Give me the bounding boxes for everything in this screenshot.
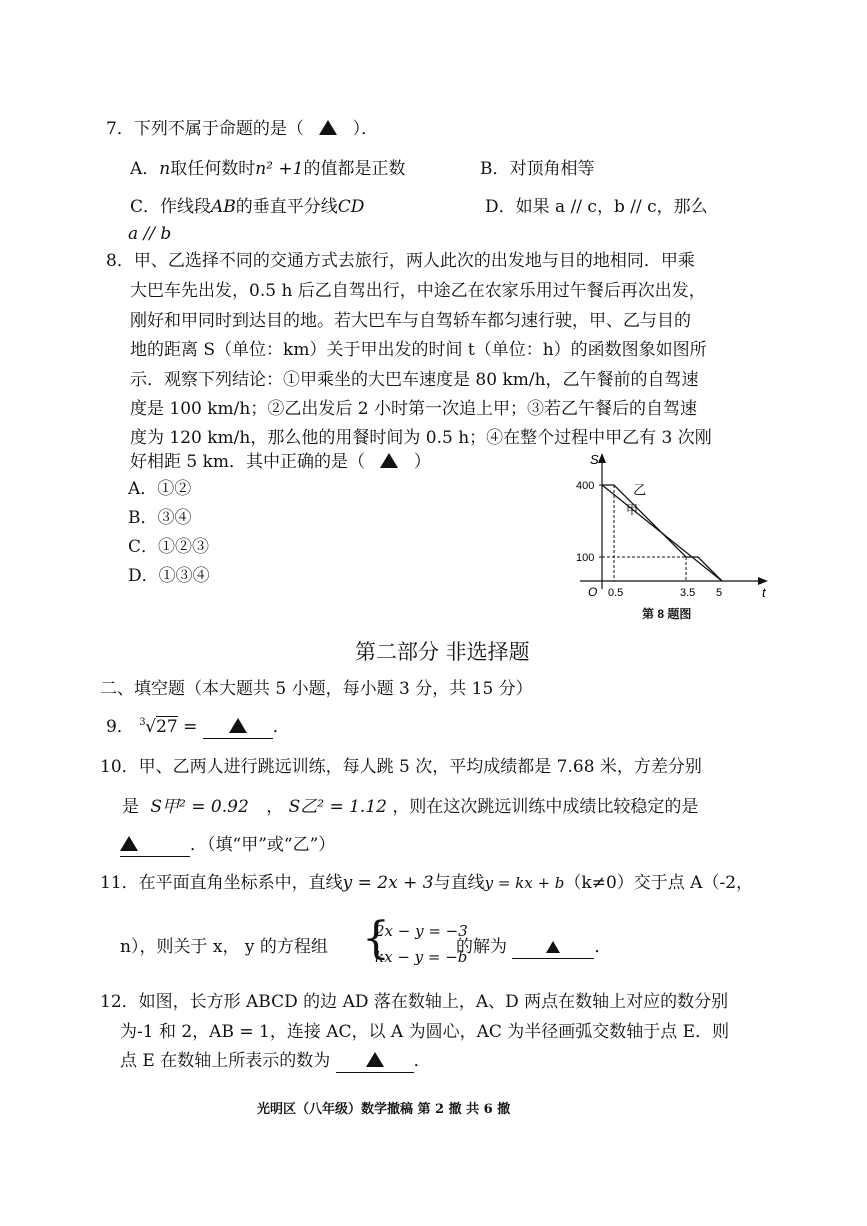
y-tick-label: 100 [576,552,595,564]
q7-option-d-cont: a // b [128,224,172,244]
q9-number: 9． [106,717,134,737]
option-text: 取任何数时 [170,159,256,179]
q7-stem-end: ）． [352,119,379,139]
q8-option-a: A．①② [128,479,192,499]
q10-text: ，则在这次跳远训练中成绩比较稳定的是 [392,797,699,817]
equals: = [177,717,198,737]
q10-text: 是 [122,797,139,817]
series-label-jia: 甲 [626,502,639,517]
q7-stem-text: 7．下列不属于命题的是（ [106,119,304,139]
system-brace: { [362,913,390,964]
q7-option-d: D．如果 a // c，b // c，那么 [485,197,708,217]
x-tick-label: 3.5 [680,587,696,599]
option-text: C．作线段 [130,197,212,217]
system-eq-2: kx − y = −b [375,948,468,966]
q7-option-b: B．对顶角相等 [480,159,595,179]
answer-triangle-icon [546,941,560,953]
q8-line-4: 地的距离 S（单位：km）关于甲出发的时间 t（单位：h）的函数图象如图所 [130,340,707,360]
q11-text: （k≠0）交于点 A（-2， [564,873,754,893]
page-footer: 光明区（八年级）数学撤稿 第 2 撤 共 6 撤 [257,1102,511,1117]
q11-line-1 [100,872,753,894]
segment-ab: AB [211,197,236,217]
section-subtitle: 二、填空题（本大题共 5 小题，每小题 3 分，共 15 分） [100,679,533,699]
x-axis-label: t [762,585,766,600]
series-label-yi: 乙 [633,482,647,498]
line-equation-2: y = kx + b [484,874,565,892]
cube-root: 3 √27 [139,716,177,738]
figure-caption: 第 8 题图 [642,607,692,621]
answer-triangle-icon [366,1052,384,1067]
q8-last-end: ） [413,452,431,472]
q10-line-1: 10．甲、乙两人进行跳远训练，每人跳 5 次，平均成绩都是 7.68 米，方差分别 [100,757,702,777]
x-axis-arrow [758,577,768,585]
q8-line-8 [130,451,431,473]
q12-line-2: 为-1 和 2，AB = 1，连接 AC，以 A 为圆心，AC 为半径画弧交数轴于点 E．则 [120,1022,730,1042]
q8-option-c: C．①②③ [128,537,210,557]
q8-line-2: 大巴车先出发，0.5 h 后乙自驾出行，中途乙在农家乐用过午餐后再次出发， [130,281,706,301]
q11-line-2-post [456,936,611,959]
q8-option-b: B．③④ [128,508,192,528]
q8-last-text: 好相距 5 km．其中正确的是（ [130,452,366,472]
y-tick-label: 400 [576,480,595,492]
q11-text: 与直线 [433,873,485,893]
q7-option-c [130,196,364,218]
q12-text: 点 E 在数轴上所表示的数为 [120,1051,331,1071]
q9-end: ． [272,717,290,737]
x-tick-label: 0.5 [608,587,624,599]
x-tick-label: 5 [716,587,723,599]
q7-option-a [130,158,405,180]
q11-line-2-pre: n），则关于 x， y 的方程组 [120,937,328,957]
q8-line-3: 刚好和甲同时到达目的地。若大巴车与自驾轿车都匀速行驶，甲、乙与目的 [130,311,691,331]
q12-end: ． [413,1051,431,1071]
q11-end: ． [594,937,612,957]
q8-line-7: 度为 120 km/h，那么他的用餐时间为 0.5 h；④在整个过程中甲乙有 3 次刚 [130,428,712,448]
variance-yi: S乙² = 1.12 [288,797,387,817]
q9 [106,716,290,739]
expression: n² +1 [255,159,304,179]
answer-blank [512,936,594,959]
q10-end: ．（填“甲”或“乙”） [190,835,336,855]
y-axis-label: S [590,452,599,467]
q10-line-3 [120,834,335,857]
variable-n: n [159,159,171,179]
answer-triangle-icon [120,836,138,851]
q11-text: 11．在平面直角坐标系中，直线 [100,873,343,893]
answer-blank [203,716,273,739]
q7-stem [106,118,378,140]
q8-option-d: D．①③④ [128,566,210,586]
option-text: 的垂直平分线 [235,197,338,217]
origin-label: O [588,585,598,599]
answer-triangle-icon [229,718,247,733]
answer-triangle-icon [380,453,398,468]
system-eq-1: 2x − y = −3 [375,922,468,940]
variance-jia: S甲² = 0.92 [150,797,249,817]
segment-cd: CD [337,197,365,217]
root-index: 3 [139,717,146,728]
radicand: 27 [156,717,178,737]
answer-triangle-icon [319,120,337,135]
q8-line-6: 度是 100 km/h；②乙出发后 2 小时第一次追上甲；③若乙午餐后的自驾速 [130,399,697,419]
q8-line-1: 8．甲、乙选择不同的交通方式去旅行，两人此次的出发地与目的地相同．甲乘 [106,251,695,271]
answer-blank [120,834,190,857]
q11-text: 的解为 [456,937,507,957]
q8-graph [560,445,790,625]
q12-line-3 [120,1050,431,1073]
option-text: 的值都是正数 [303,159,406,179]
option-label: A． [130,159,160,179]
line-equation-1: y = 2x + 3 [342,873,434,893]
q8-line-5: 示．观察下列结论：①甲乘坐的大巴车速度是 80 km/h，乙午餐前的自驾速 [130,370,699,390]
section-title: 第二部分 非选择题 [355,640,530,664]
q10-line-2: 是 S甲² = 0.92 ， S乙² = 1.12 ，则在这次跳远训练中成绩比较稳定的是 [122,797,699,817]
q12-line-1: 12．如图，长方形 ABCD 的边 AD 落在数轴上，A、D 两点在数轴上对应的数分别 [100,992,729,1012]
y-axis-arrow [598,453,606,463]
answer-blank [336,1050,414,1073]
